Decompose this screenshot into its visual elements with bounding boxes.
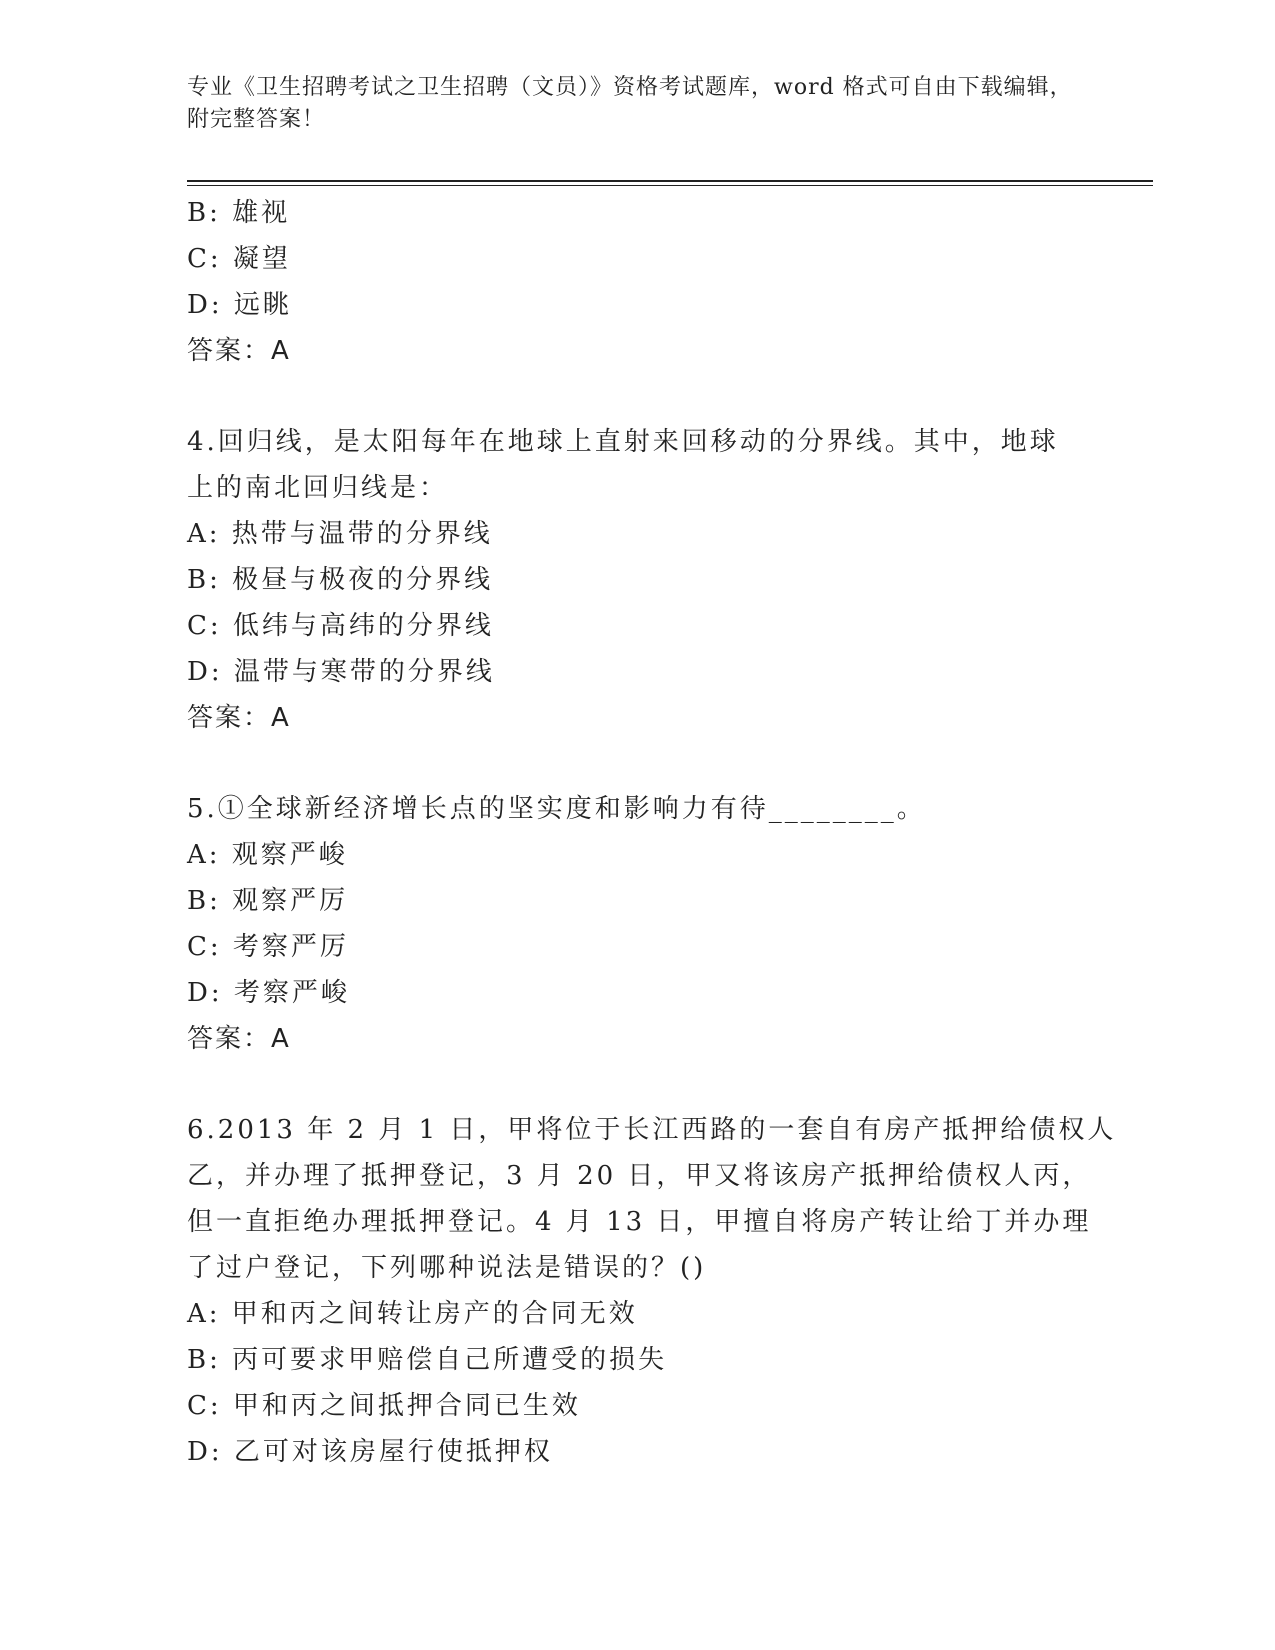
question-5 xyxy=(187,786,1087,1062)
header-rule-thick xyxy=(187,180,1153,182)
option-c: C: 低纬与高纬的分界线 xyxy=(187,611,494,641)
spacer xyxy=(187,374,1087,419)
question-stem-line: 4.回归线，是太阳每年在地球上直射来回移动的分界线。其中，地球 xyxy=(187,427,1059,457)
question-stem-line: 但一直拒绝办理抵押登记。4 月 13 日，甲擅自将房产转让给丁并办理 xyxy=(187,1207,1092,1237)
question-stem-line: 5.①全球新经济增长点的坚实度和影响力有待________。 xyxy=(187,794,926,824)
option-a: A: 甲和丙之间转让房产的合同无效 xyxy=(187,1299,638,1329)
question-stem-line: 6.2013 年 2 月 1 日，甲将位于长江西路的一套自有房产抵押给债权人 xyxy=(187,1115,1117,1145)
answer-line: 答案：A xyxy=(187,336,291,366)
question-6 xyxy=(187,1107,1117,1475)
option-a: A: 观察严峻 xyxy=(187,840,348,870)
header-text: 专业《卫生招聘考试之卫生招聘（文员）》资格考试题库，word 格式可自由下载编辑，附完整答案！ xyxy=(187,75,1073,132)
option-c: C: 考察严厉 xyxy=(187,932,349,962)
answer-line: 答案：A xyxy=(187,1024,291,1054)
question-stem-line: 上的南北回归线是： xyxy=(187,473,449,503)
page-header xyxy=(187,72,1087,136)
option-b: B: 丙可要求甲赔偿自己所遭受的损失 xyxy=(187,1345,668,1375)
question-3-tail xyxy=(187,190,1087,374)
document-body xyxy=(187,190,1117,1475)
spacer xyxy=(187,741,1087,786)
option-c: C: 凝望 xyxy=(187,244,291,274)
option-a: A: 热带与温带的分界线 xyxy=(187,519,493,549)
question-stem-line: 乙，并办理了抵押登记，3 月 20 日，甲又将该房产抵押给债权人丙， xyxy=(187,1161,1092,1191)
answer-line: 答案：A xyxy=(187,703,291,733)
option-c: C: 甲和丙之间抵押合同已生效 xyxy=(187,1391,581,1421)
header-rule-thin xyxy=(187,185,1153,186)
option-b: B: 观察严厉 xyxy=(187,886,349,916)
option-d: D: 远眺 xyxy=(187,290,292,320)
option-d: D: 考察严峻 xyxy=(187,978,350,1008)
question-4 xyxy=(187,419,1087,741)
spacer xyxy=(187,1062,1087,1107)
option-b: B: 极昼与极夜的分界线 xyxy=(187,565,494,595)
option-d: D: 乙可对该房屋行使抵押权 xyxy=(187,1437,553,1467)
option-d: D: 温带与寒带的分界线 xyxy=(187,657,495,687)
option-b: B: 雄视 xyxy=(187,198,291,228)
question-stem-line: 了过户登记，下列哪种说法是错误的？() xyxy=(187,1253,707,1283)
